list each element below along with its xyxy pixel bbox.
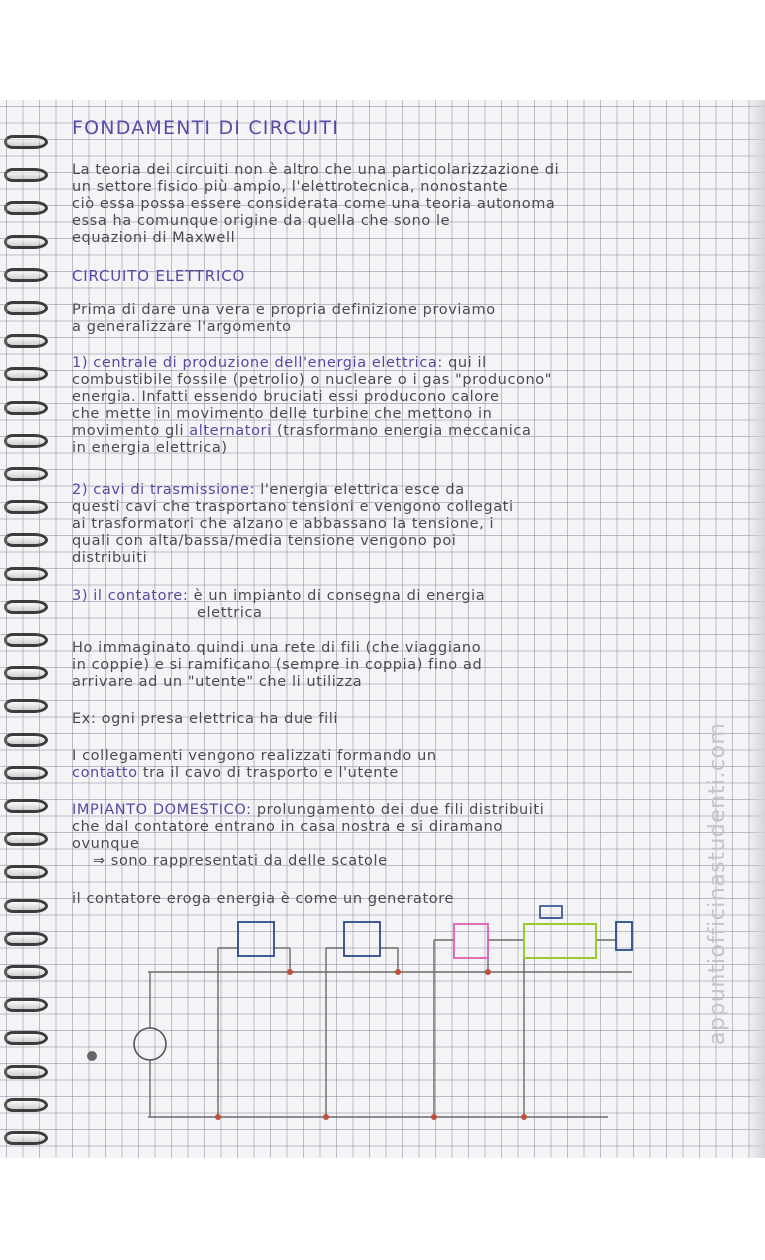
connections-end: tra il cavo di trasporto e l'utente	[137, 765, 399, 781]
connections-highlight: contatto	[72, 765, 138, 781]
node	[521, 1114, 527, 1120]
node	[215, 1114, 221, 1120]
load-box-2	[344, 922, 380, 956]
node	[395, 969, 401, 975]
page-title: FONDAMENTI DI CIRCUITI	[72, 117, 340, 139]
watermark-text: appuntiofficinastudenti.com	[705, 722, 730, 1045]
connections-start: I collegamenti vengono realizzati formando un	[72, 748, 437, 764]
section-intro: Prima di dare una vera e propria definizione proviamo a generalizzare l'argomento	[72, 302, 496, 335]
impianto-text: prolungamento dei due fili distribuiti che dal contatore entrano in casa nostra e si diramano ovunque	[72, 802, 545, 852]
example-line: Ex: ogni presa elettrica ha due fili	[72, 711, 339, 727]
network-paragraph: Ho immaginato quindi una rete di fili (che viaggiano in coppie) e si ramificano (sempre in coppia) fino ad arrivare ad un "utente" che li utilizza	[72, 640, 483, 690]
load-box-5	[616, 922, 632, 950]
item-1-text: qui il combustibile fossile (petrolio) o nucleare o i gas "producono" energia. Infatti essendo bruciati essi producono calore che mette in movimento delle turbine che mettono in movimento gli	[72, 355, 553, 439]
generator-symbol	[134, 1028, 166, 1060]
load-box-3	[454, 924, 488, 958]
node	[287, 969, 293, 975]
section-title: CIRCUITO ELETTRICO	[72, 267, 246, 285]
item-3-label: 3) il contatore:	[72, 588, 189, 604]
node	[431, 1114, 437, 1120]
item-1-highlight: alternatori	[189, 423, 272, 439]
node	[485, 969, 491, 975]
item-1-end: (trasformano energia meccanica in energia elettrica)	[72, 423, 532, 456]
item-2-text: l'energia elettrica esce da questi cavi che trasportano tensioni e vengono collegati ai trasformatori che alzano e abbassano la tensione, i quali con alta/bassa/media tensione vengono poi distribuiti	[72, 482, 514, 566]
node	[323, 1114, 329, 1120]
circuit-wires	[148, 918, 632, 1117]
item-2-label: 2) cavi di trasmissione:	[72, 482, 256, 498]
item-1-label: 1) centrale di produzione dell'energia elettrica:	[72, 355, 443, 371]
binding-hole-dot	[87, 1051, 97, 1061]
contatore-line: il contatore eroga energia è come un generatore	[72, 891, 455, 907]
intro-paragraph: La teoria dei circuiti non è altro che una particolarizzazione di un settore fisico più ampio, l'elettrotecnica, nonostante ciò essa possa essere considerata come una teoria autonoma essa ha comunque origine da quella che sono le equazioni di Maxwell	[72, 162, 560, 246]
item-3-text: è un impianto di consegna di energia elettrica	[193, 588, 486, 621]
impianto-label: IMPIANTO DOMESTICO:	[72, 802, 252, 818]
circuit-nodes	[215, 969, 527, 1120]
impianto-note: ⇒ sono rappresentati da delle scatole	[72, 853, 388, 869]
load-box-6	[540, 906, 562, 918]
load-box-1	[238, 922, 274, 956]
load-box-4	[524, 924, 596, 958]
